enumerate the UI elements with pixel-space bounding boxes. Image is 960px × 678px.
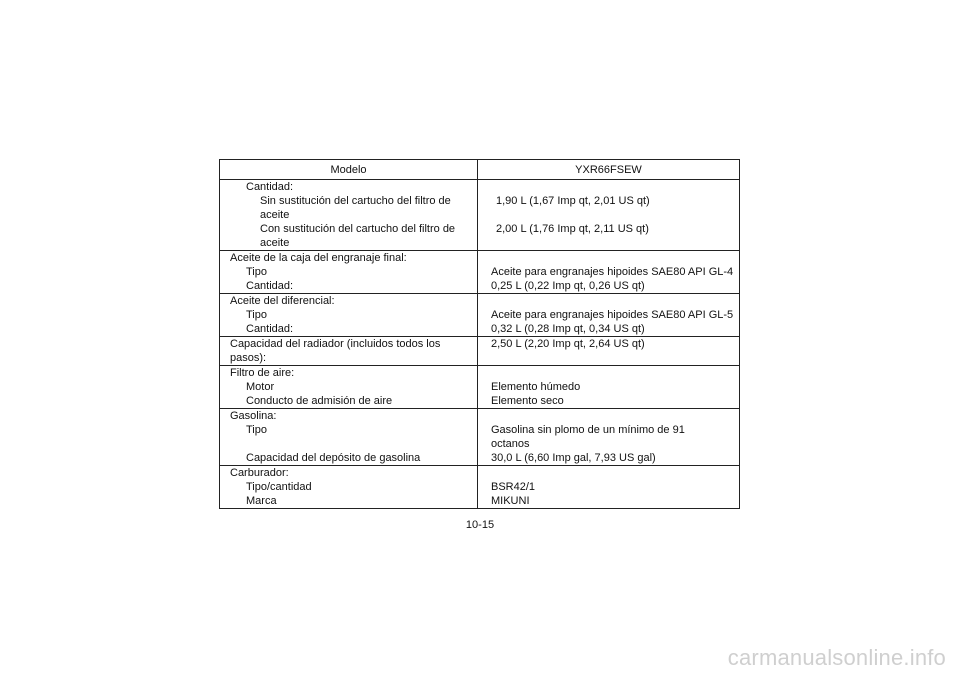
spec-value-cell [478, 337, 740, 366]
spec-label: Motor [246, 381, 275, 393]
table-row [220, 279, 740, 294]
spec-label: Capacidad del radiador (incluidos todos los pasos): [230, 338, 441, 364]
table-row [220, 222, 740, 251]
table-row [220, 466, 740, 481]
spec-label: Aceite de la caja del engranaje final: [230, 252, 407, 264]
spec-value: 2,00 L (1,76 Imp qt, 2,11 US qt) [496, 223, 649, 235]
table-body [220, 180, 740, 509]
spec-label-cell [220, 337, 478, 366]
spec-label: Aceite del diferencial: [230, 295, 335, 307]
table-row [220, 480, 740, 494]
table-row [220, 294, 740, 309]
spec-value-cell [478, 194, 740, 222]
spec-label: Tipo [246, 424, 267, 436]
spec-label-cell [220, 480, 478, 494]
table-row [220, 322, 740, 337]
table-header-row [220, 160, 740, 180]
spec-label: Filtro de aire: [230, 367, 295, 379]
spec-value: Elemento seco [491, 395, 564, 407]
spec-label: Carburador: [230, 467, 289, 479]
table-row [220, 409, 740, 424]
spec-value-cell [478, 294, 740, 309]
spec-value: BSR42/1 [491, 481, 536, 493]
table-row [220, 265, 740, 279]
spec-value-cell [478, 480, 740, 494]
spec-value-cell [478, 380, 740, 394]
spec-value: 0,25 L (0,22 Imp qt, 0,26 US qt) [491, 280, 645, 292]
spec-label-cell [220, 394, 478, 409]
table-row [220, 380, 740, 394]
spec-value-cell [478, 409, 740, 424]
spec-label-cell [220, 265, 478, 279]
spec-value: Aceite para engranajes hipoides SAE80 API GL-4 [491, 266, 734, 278]
table-row [220, 394, 740, 409]
spec-value: MIKUNI [491, 495, 530, 507]
spec-value-cell [478, 451, 740, 466]
spec-label-cell [220, 380, 478, 394]
page-number: 10-15 [465, 519, 495, 531]
spec-label: Tipo [246, 266, 267, 278]
table-row [220, 180, 740, 195]
spec-label: Cantidad: [246, 280, 294, 292]
spec-value-cell [478, 423, 740, 451]
spec-label-cell [220, 423, 478, 451]
table-row [220, 308, 740, 322]
spec-label-cell [220, 279, 478, 294]
table-row [220, 451, 740, 466]
spec-value: Gasolina sin plomo de un mínimo de 91 [491, 424, 685, 436]
spec-label-cell [220, 180, 478, 195]
spec-label-cell [220, 451, 478, 466]
spec-value-cell [478, 308, 740, 322]
table-row [220, 494, 740, 509]
spec-label: Marca [246, 495, 277, 507]
spec-value-cell [478, 265, 740, 279]
spec-value-cell [478, 322, 740, 337]
table-row [220, 251, 740, 266]
spec-label: Gasolina: [230, 410, 277, 422]
spec-value-cell [478, 494, 740, 509]
spec-label-cell [220, 494, 478, 509]
table-row [220, 337, 740, 366]
watermark-text: carmanualsonline.info [727, 645, 946, 670]
table-row [220, 194, 740, 222]
spec-value: Aceite para engranajes hipoides SAE80 API GL-5 [491, 309, 734, 321]
spec-label-cell [220, 466, 478, 481]
spec-value: 0,32 L (0,28 Imp qt, 0,34 US qt) [491, 323, 645, 335]
spec-value-cell [478, 466, 740, 481]
spec-label-cell [220, 251, 478, 266]
spec-label: Cantidad: [246, 181, 294, 193]
spec-label-cell [220, 409, 478, 424]
spec-label-cell [220, 366, 478, 381]
spec-label: Tipo [246, 309, 267, 321]
spec-label-cell [220, 194, 478, 222]
spec-label: Con sustitución del cartucho del filtro de aceite [260, 223, 456, 249]
specifications-table [219, 159, 740, 509]
spec-value: 2,50 L (2,20 Imp qt, 2,64 US qt) [491, 338, 645, 350]
table-row [220, 366, 740, 381]
spec-value-cell [478, 279, 740, 294]
spec-value: Elemento húmedo [491, 381, 581, 393]
spec-value-continued: octanos [491, 438, 530, 450]
model-label: Modelo [220, 160, 478, 180]
spec-value: 1,90 L (1,67 Imp qt, 2,01 US qt) [496, 195, 650, 207]
spec-label-cell [220, 294, 478, 309]
spec-value-cell [478, 394, 740, 409]
spec-value-cell [478, 222, 740, 251]
table-row [220, 423, 740, 451]
spec-value: 30,0 L (6,60 Imp gal, 7,93 US gal) [491, 452, 656, 464]
spec-label-cell [220, 308, 478, 322]
spec-label: Capacidad del depósito de gasolina [246, 452, 421, 464]
spec-label: Tipo/cantidad [246, 481, 312, 493]
spec-label-cell [220, 222, 478, 251]
spec-label: Cantidad: [246, 323, 294, 335]
spec-value-cell [478, 180, 740, 195]
spec-value-cell [478, 251, 740, 266]
spec-value-cell [478, 366, 740, 381]
spec-label: Conducto de admisión de aire [246, 395, 393, 407]
spec-label-cell [220, 322, 478, 337]
spec-label: Sin sustitución del cartucho del filtro de aceite [260, 195, 451, 221]
model-value: YXR66FSEW [478, 160, 740, 180]
